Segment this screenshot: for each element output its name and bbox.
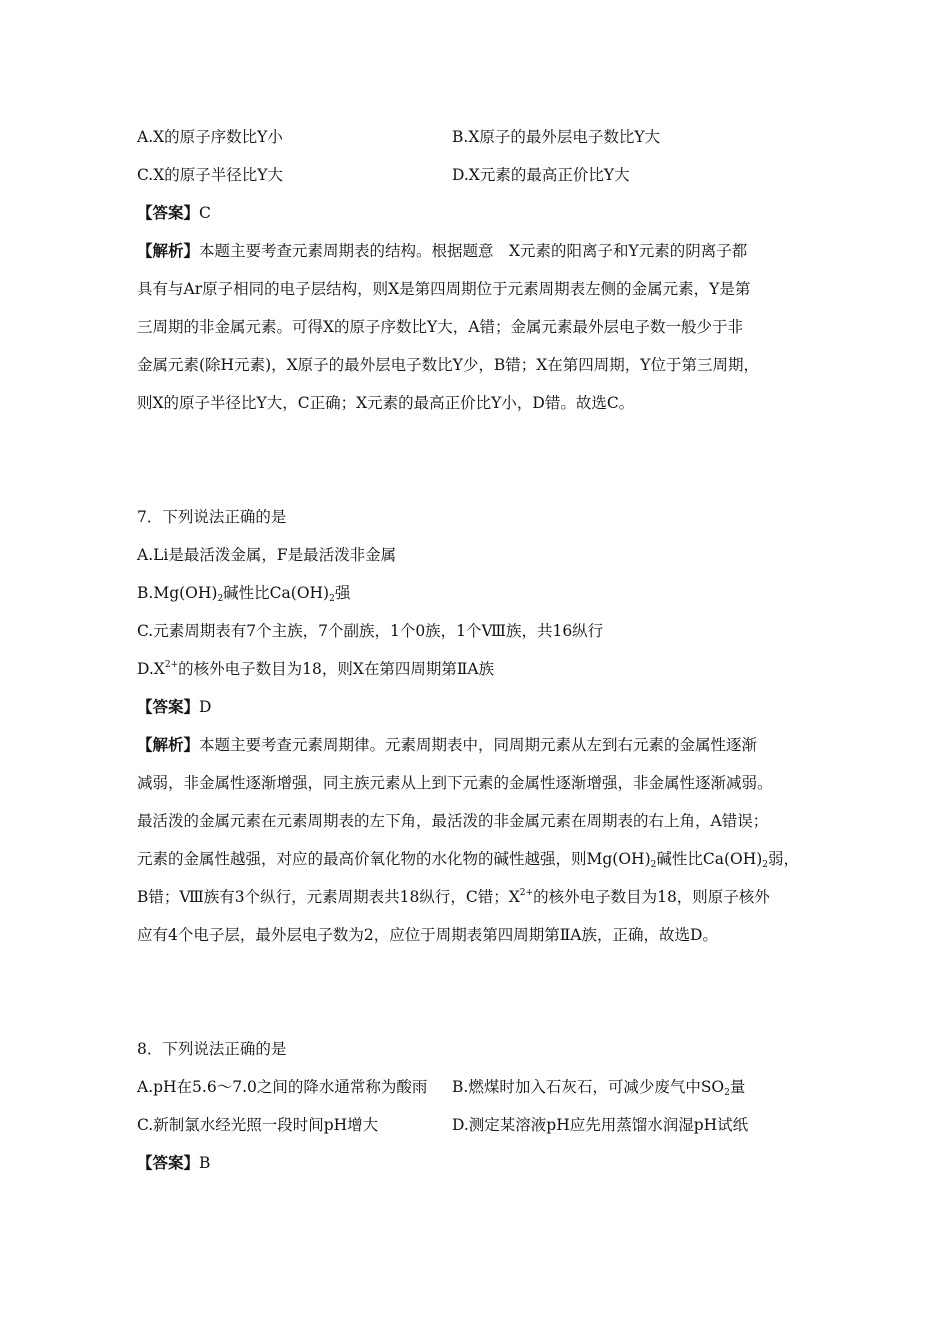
q8-option-b-text: B.燃煤时加入石灰石，可减少废气中SO: [452, 1078, 725, 1096]
answer-value: B: [199, 1154, 211, 1172]
q6-option-b: B.X原子的最外层电子数比Y大: [452, 128, 661, 146]
q7-analysis-line-3: 最活泼的金属元素在元素周期表的左下角，最活泼的非金属元素在周期表的右上角，A错误；: [137, 812, 769, 830]
q7-analysis-line-1: [137, 735, 757, 755]
superscript: 2+: [164, 660, 179, 670]
answer-value: C: [199, 204, 211, 222]
q6-analysis-line-1: [137, 241, 747, 261]
q6-option-d: D.X元素的最高正价比Y大: [452, 166, 630, 184]
subscript: 2: [329, 594, 335, 604]
q8-option-c: C.新制氯水经光照一段时间pH增大: [137, 1116, 379, 1134]
analysis-text: 弱，: [768, 850, 800, 868]
subscript: 2: [762, 860, 769, 870]
analysis-text: 元素的金属性越强，对应的最高价氧化物的水化物的碱性越强，则Mg(OH): [137, 850, 651, 868]
superscript: 2+: [519, 888, 534, 898]
q7-option-d-text: D.X: [137, 660, 165, 678]
q7-analysis-line-6: 应有4个电子层，最外层电子数为2，应位于周期表第四周期第ⅡA族，正确，故选D。: [137, 926, 718, 944]
subscript: 2: [724, 1088, 730, 1098]
answer-label: 【答案】: [137, 1153, 200, 1172]
answer-label: 【答案】: [137, 697, 200, 716]
q8-option-b-text: 量: [729, 1078, 746, 1096]
q6-analysis-line-4: 金属元素(除H元素)，X原子的最外层电子数比Y少，B错；X在第四周期，Y位于第三周期，: [137, 356, 760, 374]
q7-option-d-text: 的核外电子数目为18，则X在第四周期第ⅡA族: [178, 660, 495, 678]
q6-analysis-line-5: 则X的原子半径比Y大，C正确；X元素的最高正价比Y小，D错。故选C。: [137, 394, 635, 412]
q7-option-a: A.Li是最活泼金属，F是最活泼非金属: [137, 546, 397, 564]
analysis-text: 本题主要考查元素周期律。元素周期表中，同周期元素从左到右元素的金属性逐渐: [199, 736, 758, 754]
q7-option-c: C.元素周期表有7个主族，7个副族，1个0族，1个Ⅷ族，共16纵行: [137, 622, 604, 640]
q8-stem: 8．下列说法正确的是: [137, 1040, 287, 1058]
q7-option-b-text: 碱性比Ca(OH): [223, 584, 330, 602]
analysis-label: 【解析】: [137, 735, 200, 754]
q6-option-c: C.X的原子半径比Y大: [137, 166, 284, 184]
subscript: 2: [217, 594, 224, 604]
analysis-text: B错；Ⅷ族有3个纵行，元素周期表共18纵行，C错；X: [137, 888, 520, 906]
q8-option-a: A.pH在5.6～7.0之间的降水通常称为酸雨: [137, 1078, 428, 1096]
q7-analysis-line-4: [137, 849, 799, 869]
q7-option-b: [137, 583, 350, 603]
q8-answer: [137, 1153, 210, 1173]
answer-value: D: [199, 698, 212, 716]
q7-option-b-text: 强: [334, 584, 351, 602]
q7-option-d: [137, 659, 494, 679]
q8-option-b: [452, 1077, 745, 1097]
q7-answer: [137, 697, 211, 717]
q8-option-d: D.测定某溶液pH应先用蒸馏水润湿pH试纸: [452, 1116, 749, 1134]
analysis-text: 本题主要考查元素周期表的结构。根据题意 X元素的阳离子和Y元素的阴离子都: [199, 242, 748, 260]
q6-option-a: A.X的原子序数比Y小: [137, 128, 283, 146]
q6-analysis-line-2: 具有与Ar原子相同的电子层结构，则X是第四周期位于元素周期表左侧的金属元素，Y是第: [137, 280, 751, 298]
answer-label: 【答案】: [137, 203, 200, 222]
subscript: 2: [650, 860, 657, 870]
q7-stem: 7．下列说法正确的是: [137, 508, 287, 526]
analysis-text: 的核外电子数目为18，则原子核外: [533, 888, 770, 906]
q7-analysis-line-2: 减弱，非金属性逐渐增强，同主族元素从上到下元素的金属性逐渐增强，非金属性逐渐减弱。: [137, 774, 773, 792]
q6-analysis-line-3: 三周期的非金属元素。可得X的原子序数比Y大，A错；金属元素最外层电子数一般少于非: [137, 318, 743, 336]
q7-analysis-line-5: [137, 887, 770, 907]
analysis-text: 碱性比Ca(OH): [656, 850, 763, 868]
q7-option-b-text: B.Mg(OH): [137, 584, 218, 602]
analysis-label: 【解析】: [137, 241, 200, 260]
q6-answer: [137, 203, 211, 223]
